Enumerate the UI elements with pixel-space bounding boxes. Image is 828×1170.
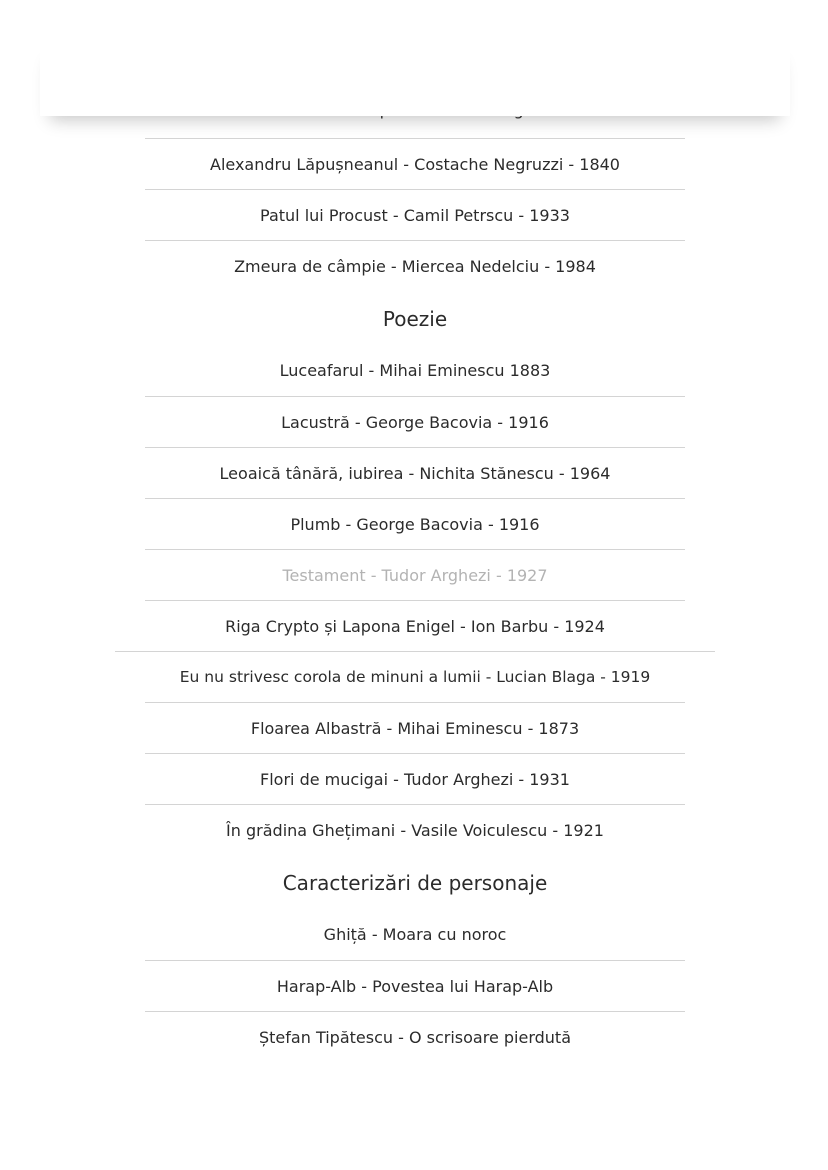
section-heading-personaje: Caracterizări de personaje [282,871,548,895]
list-item[interactable]: Floarea Albastră - Mihai Eminescu - 1873 [145,702,685,753]
list-item[interactable]: Ștefan Tipătescu - O scrisoare pierdută [145,1011,685,1062]
section-heading-poezie: Poezie [382,307,448,331]
list-item[interactable]: Riga Crypto și Lapona Enigel - Ion Barbu - 1924 [145,600,685,651]
list-item[interactable]: În grădina Ghețimani - Vasile Voiculescu - 1921 [145,804,685,855]
sticky-header [40,38,790,116]
list-item[interactable]: Harap-Alb - Povestea lui Harap-Alb [145,960,685,1011]
content-list [145,138,685,1062]
list-item[interactable]: Flori de mucigai - Tudor Arghezi - 1931 [145,753,685,804]
list-item[interactable]: Zmeura de câmpie - Miercea Nedelciu - 1984 [145,240,685,291]
list-item[interactable]: Alexandru Lăpușneanul - Costache Negruzzi - 1840 [145,138,685,189]
list-item[interactable]: Eu nu strivesc corola de minuni a lumii - Lucian Blaga - 1919 [115,651,715,702]
list-item[interactable]: Leoaică tânără, iubirea - Nichita Stănescu - 1964 [145,447,685,498]
list-item[interactable]: Luceafarul - Mihai Eminescu 1883 [279,361,551,380]
list-item[interactable]: Ghiță - Moara cu noroc [323,925,507,944]
list-item[interactable]: Patul lui Procust - Camil Petrscu - 1933 [145,189,685,240]
list-item[interactable]: Testament - Tudor Arghezi - 1927 [145,549,685,600]
list-item[interactable]: Plumb - George Bacovia - 1916 [145,498,685,549]
list-item[interactable]: Lacustră - George Bacovia - 1916 [145,396,685,447]
